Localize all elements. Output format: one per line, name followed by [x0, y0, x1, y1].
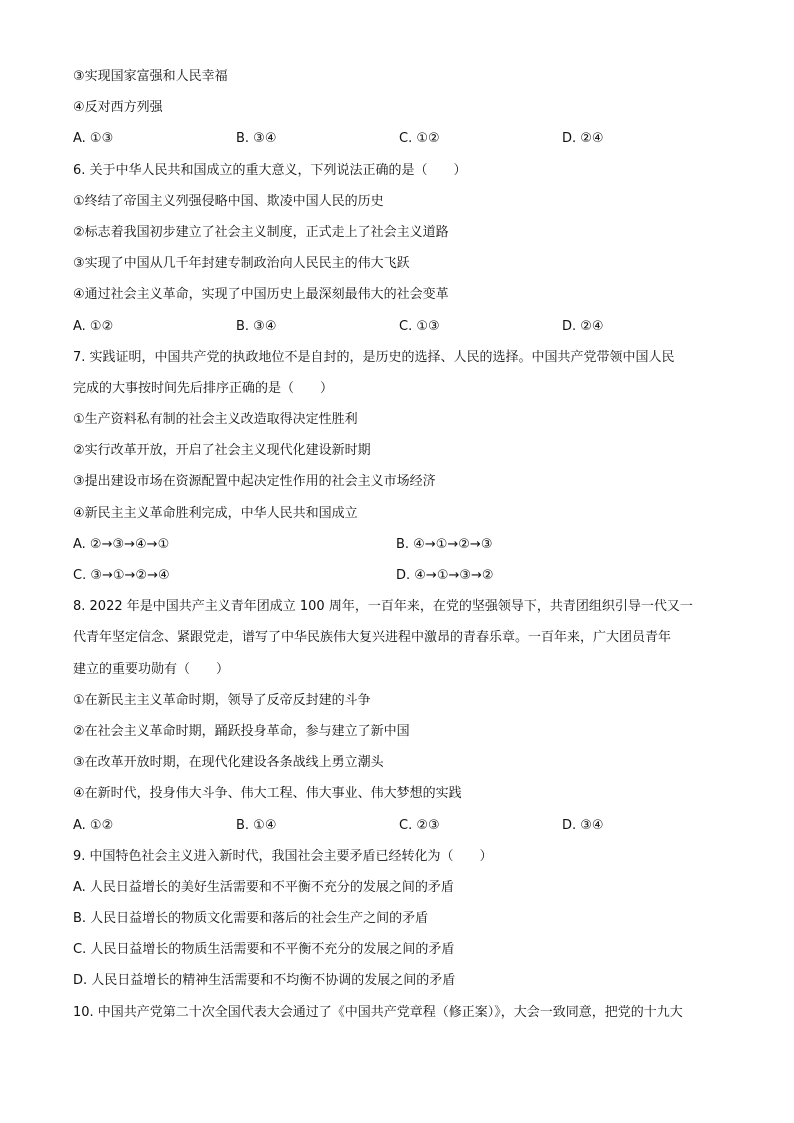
q8-item-2: ②在社会主义革命时期，踊跃投身革命，参与建立了新中国	[73, 723, 410, 739]
q5-item-4: ④反对西方列强	[73, 100, 163, 116]
q5-item-3: ③实现国家富强和人民幸福	[73, 69, 228, 84]
q8-option-b: B. ①④	[236, 817, 277, 833]
q6-item-1: ①终结了帝国主义列强侵略中国、欺凌中国人民的历史	[73, 193, 384, 209]
q8-item-3: ③在改革开放时期，在现代化建设各条战线上勇立潮头	[73, 755, 384, 771]
q6-option-d: D. ②④	[562, 318, 604, 334]
q7-options-row-2	[73, 560, 733, 591]
q9-option-d: D. 人民日益增长的精神生活需要和不均衡不协调的发展之间的矛盾	[73, 973, 456, 989]
q8-item-4: ④在新时代，投身伟大斗争、伟大工程、伟大事业、伟大梦想的实践	[73, 786, 462, 802]
q7-item-4: ④新民主主义革命胜利完成，中华人民共和国成立	[73, 505, 358, 521]
q5-options	[73, 123, 733, 154]
q8-stem-line-1: 8. 2022 年是中国共产主义青年团成立 100 周年，一百年来，在党的坚强领导下，共青团组织引导一代又一	[73, 599, 693, 615]
q8-item-1: ①在新民主主义革命时期，领导了反帝反封建的斗争	[73, 692, 371, 708]
q6-item-4: ④通过社会主义革命，实现了中国历史上最深刻最伟大的社会变革	[73, 287, 449, 303]
q6-item-3: ③实现了中国从几千年封建专制政治向人民民主的伟大飞跃	[73, 256, 410, 272]
q8-stem-line-2: 代青年坚定信念、紧跟党走，谱写了中华民族伟大复兴进程中激昂的青春乐章。一百年来，广大团员青年	[73, 630, 672, 646]
q5-option-a: A. ①③	[73, 131, 114, 147]
q6-option-a: A. ①②	[73, 318, 114, 334]
q7-options-row-1	[73, 529, 733, 560]
q7-stem-line-1: 7. 实践证明，中国共产党的执政地位不是自封的，是历史的选择、人民的选择。中国共产党带领中国人民	[73, 349, 675, 365]
q7-option-d: D. ④→①→③→②	[396, 568, 494, 583]
exam-page	[73, 61, 733, 1028]
q9-option-a: A. 人民日益增长的美好生活需要和不平衡不充分的发展之间的矛盾	[73, 879, 454, 895]
q7-item-3: ③提出建设市场在资源配置中起决定性作用的社会主义市场经济	[73, 474, 436, 490]
q7-option-c: C. ③→①→②→④	[73, 568, 170, 583]
q9-option-b: B. 人民日益增长的物质文化需要和落后的社会生产之间的矛盾	[73, 911, 429, 927]
q9-option-c: C. 人民日益增长的物质生活需要和不平衡不充分的发展之间的矛盾	[73, 942, 455, 958]
q6-options	[73, 311, 733, 342]
q8-option-a: A. ①②	[73, 817, 114, 833]
q7-stem-line-2: 完成的大事按时间先后排序正确的是（ ）	[73, 380, 334, 396]
q7-item-2: ②实行改革开放，开启了社会主义现代化建设新时期	[73, 443, 371, 459]
q8-option-c: C. ②③	[399, 817, 440, 833]
q6-option-b: B. ③④	[236, 318, 277, 334]
q6-stem: 6. 关于中华人民共和国成立的重大意义，下列说法正确的是（ ）	[73, 162, 467, 178]
q7-option-b: B. ④→①→②→③	[396, 536, 493, 552]
q8-stem-line-3: 建立的重要功勋有（ ）	[73, 661, 230, 677]
q5-option-d: D. ②④	[562, 131, 604, 147]
q8-options	[73, 810, 733, 841]
q6-item-2: ②标志着我国初步建立了社会主义制度，正式走上了社会主义道路	[73, 224, 449, 240]
q9-stem: 9. 中国特色社会主义进入新时代，我国社会主要矛盾已经转化为（ ）	[73, 848, 493, 864]
q8-option-d: D. ③④	[562, 817, 604, 833]
q7-option-a: A. ②→③→④→①	[73, 536, 170, 552]
q7-item-1: ①生产资料私有制的社会主义改造取得决定性胜利	[73, 412, 358, 428]
q5-option-b: B. ③④	[236, 131, 277, 147]
q10-stem-line-1: 10. 中国共产党第二十次全国代表大会通过了《中国共产党章程（修正案）》，大会一致同意，把党的十九大	[73, 1004, 683, 1020]
q5-option-c: C. ①②	[399, 131, 440, 147]
q6-option-c: C. ①③	[399, 318, 440, 334]
